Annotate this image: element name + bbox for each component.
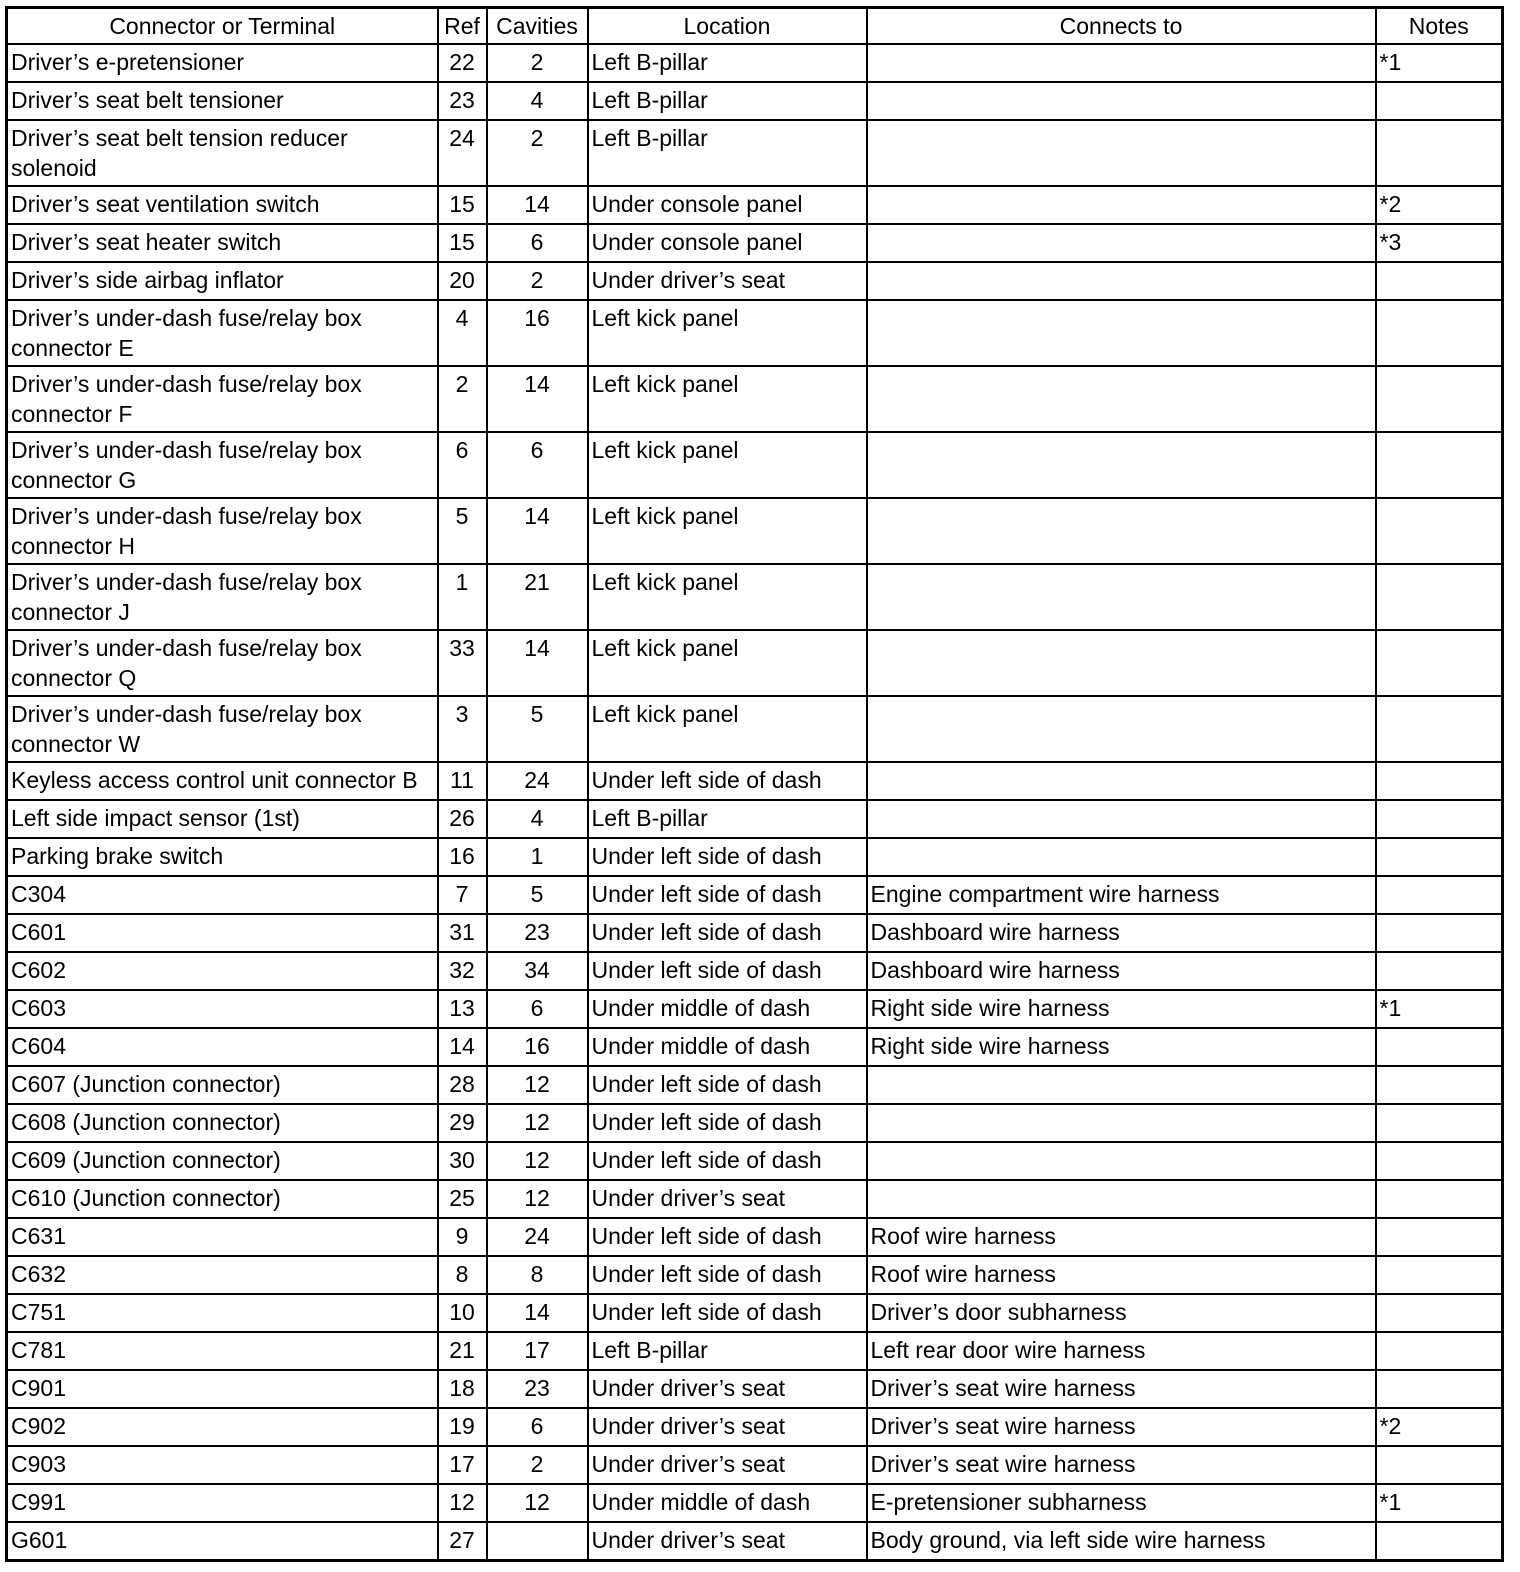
table-row [7,432,1503,498]
cell-ref: 19 [438,1408,487,1446]
cell-connects-to: Right side wire harness [867,1028,1376,1066]
cell-notes [1376,1104,1503,1142]
cell-notes [1376,262,1503,300]
cell-notes [1376,1446,1503,1484]
cell-connects-to [867,262,1376,300]
cell-location: Left B-pillar [588,1332,867,1370]
cell-connector: C902 [7,1408,438,1446]
table-row [7,1408,1503,1446]
cell-notes: *1 [1376,44,1503,82]
cell-connects-to [867,1142,1376,1180]
cell-connector: G601 [7,1522,438,1561]
cell-connects-to: E-pretensioner subharness [867,1484,1376,1522]
table-row [7,498,1503,564]
table-row [7,914,1503,952]
table-row [7,224,1503,262]
cell-notes [1376,1294,1503,1332]
cell-connector: Driver’s under-dash fuse/relay box connector Q [7,630,438,696]
cell-cavities: 23 [487,914,588,952]
cell-connects-to: Driver’s seat wire harness [867,1370,1376,1408]
connector-table [5,6,1504,1562]
cell-cavities: 5 [487,876,588,914]
table-row [7,1104,1503,1142]
cell-location: Left B-pillar [588,44,867,82]
cell-connector: Left side impact sensor (1st) [7,800,438,838]
cell-connector: Driver’s under-dash fuse/relay box connector J [7,564,438,630]
cell-connector: C609 (Junction connector) [7,1142,438,1180]
cell-connects-to [867,800,1376,838]
header-notes: Notes [1376,8,1503,45]
cell-cavities: 14 [487,630,588,696]
cell-notes [1376,952,1503,990]
table-row [7,990,1503,1028]
cell-ref: 4 [438,300,487,366]
cell-location: Under driver’s seat [588,1408,867,1446]
cell-connects-to: Left rear door wire harness [867,1332,1376,1370]
cell-ref: 24 [438,120,487,186]
header-location: Location [588,8,867,45]
cell-ref: 14 [438,1028,487,1066]
cell-cavities: 6 [487,224,588,262]
cell-connects-to: Roof wire harness [867,1256,1376,1294]
cell-ref: 13 [438,990,487,1028]
cell-connects-to [867,1180,1376,1218]
cell-notes [1376,432,1503,498]
cell-cavities: 14 [487,186,588,224]
table-row [7,44,1503,82]
cell-location: Under left side of dash [588,876,867,914]
cell-ref: 10 [438,1294,487,1332]
table-row [7,1028,1503,1066]
cell-location: Left B-pillar [588,82,867,120]
table-row [7,1332,1503,1370]
table-row [7,120,1503,186]
cell-connector: C901 [7,1370,438,1408]
cell-ref: 9 [438,1218,487,1256]
cell-connector: Driver’s under-dash fuse/relay box connector F [7,366,438,432]
cell-cavities: 6 [487,990,588,1028]
cell-notes [1376,1180,1503,1218]
cell-cavities: 12 [487,1104,588,1142]
cell-location: Under driver’s seat [588,1370,867,1408]
table-row [7,366,1503,432]
cell-connects-to [867,762,1376,800]
cell-ref: 15 [438,186,487,224]
cell-connector: Driver’s seat belt tensioner [7,82,438,120]
cell-connector: C991 [7,1484,438,1522]
cell-notes [1376,800,1503,838]
cell-ref: 11 [438,762,487,800]
cell-location: Left kick panel [588,498,867,564]
cell-ref: 1 [438,564,487,630]
cell-location: Under console panel [588,224,867,262]
cell-notes [1376,1332,1503,1370]
cell-cavities: 14 [487,366,588,432]
table-row [7,952,1503,990]
cell-connector: C751 [7,1294,438,1332]
cell-notes [1376,82,1503,120]
cell-location: Under left side of dash [588,914,867,952]
cell-location: Under left side of dash [588,1066,867,1104]
cell-location: Under driver’s seat [588,1522,867,1561]
cell-cavities: 2 [487,262,588,300]
cell-connects-to: Body ground, via left side wire harness [867,1522,1376,1561]
cell-notes [1376,1370,1503,1408]
cell-connector: C304 [7,876,438,914]
table-row [7,1522,1503,1561]
cell-ref: 16 [438,838,487,876]
cell-connects-to [867,366,1376,432]
cell-location: Left kick panel [588,300,867,366]
cell-location: Under middle of dash [588,1028,867,1066]
cell-connector: Driver’s seat ventilation switch [7,186,438,224]
cell-notes [1376,1028,1503,1066]
cell-cavities: 12 [487,1484,588,1522]
cell-connects-to: Dashboard wire harness [867,952,1376,990]
cell-ref: 29 [438,1104,487,1142]
cell-connector: Driver’s seat heater switch [7,224,438,262]
table-row [7,876,1503,914]
cell-cavities: 12 [487,1180,588,1218]
cell-ref: 28 [438,1066,487,1104]
table-row [7,1256,1503,1294]
cell-cavities: 2 [487,1446,588,1484]
cell-location: Under middle of dash [588,990,867,1028]
table-row [7,262,1503,300]
table-row [7,82,1503,120]
cell-location: Under left side of dash [588,1256,867,1294]
cell-notes [1376,300,1503,366]
cell-connector: Driver’s e-pretensioner [7,44,438,82]
cell-connects-to [867,432,1376,498]
cell-notes: *2 [1376,1408,1503,1446]
table-row [7,630,1503,696]
cell-connector: Driver’s seat belt tension reducer solenoid [7,120,438,186]
cell-notes [1376,1066,1503,1104]
cell-cavities: 17 [487,1332,588,1370]
table-row [7,1180,1503,1218]
cell-connector: C603 [7,990,438,1028]
cell-notes [1376,630,1503,696]
cell-ref: 3 [438,696,487,762]
cell-connects-to [867,44,1376,82]
cell-notes: *2 [1376,186,1503,224]
cell-connects-to [867,120,1376,186]
table-row [7,1484,1503,1522]
cell-ref: 18 [438,1370,487,1408]
cell-connects-to: Driver’s door subharness [867,1294,1376,1332]
cell-connector: Driver’s under-dash fuse/relay box connector E [7,300,438,366]
cell-location: Under left side of dash [588,838,867,876]
cell-ref: 33 [438,630,487,696]
cell-location: Left B-pillar [588,800,867,838]
cell-notes: *1 [1376,1484,1503,1522]
cell-cavities: 34 [487,952,588,990]
cell-cavities: 1 [487,838,588,876]
table-row [7,762,1503,800]
cell-connects-to [867,498,1376,564]
cell-ref: 30 [438,1142,487,1180]
header-row [7,8,1503,45]
cell-connects-to [867,564,1376,630]
cell-connector: C781 [7,1332,438,1370]
cell-cavities: 6 [487,432,588,498]
cell-location: Under driver’s seat [588,1180,867,1218]
cell-location: Under left side of dash [588,762,867,800]
cell-cavities: 12 [487,1142,588,1180]
cell-notes [1376,838,1503,876]
cell-ref: 17 [438,1446,487,1484]
cell-notes [1376,876,1503,914]
table-row [7,1066,1503,1104]
table-row [7,696,1503,762]
cell-connector: Driver’s under-dash fuse/relay box connector W [7,696,438,762]
cell-ref: 6 [438,432,487,498]
header-connects-to: Connects to [867,8,1376,45]
cell-ref: 23 [438,82,487,120]
cell-location: Left kick panel [588,696,867,762]
cell-connects-to [867,186,1376,224]
cell-connector: C903 [7,1446,438,1484]
table-row [7,186,1503,224]
cell-connector: C604 [7,1028,438,1066]
cell-connector: C607 (Junction connector) [7,1066,438,1104]
table-row [7,1370,1503,1408]
cell-notes [1376,914,1503,952]
cell-cavities: 2 [487,44,588,82]
cell-notes [1376,762,1503,800]
cell-connects-to: Driver’s seat wire harness [867,1408,1376,1446]
table-row [7,800,1503,838]
cell-cavities: 14 [487,498,588,564]
cell-cavities: 21 [487,564,588,630]
cell-ref: 7 [438,876,487,914]
cell-connector: Driver’s side airbag inflator [7,262,438,300]
cell-cavities: 2 [487,120,588,186]
cell-notes: *1 [1376,990,1503,1028]
cell-notes: *3 [1376,224,1503,262]
cell-ref: 31 [438,914,487,952]
cell-ref: 26 [438,800,487,838]
cell-location: Under left side of dash [588,952,867,990]
table-row [7,1294,1503,1332]
cell-cavities: 4 [487,800,588,838]
cell-notes [1376,366,1503,432]
cell-connects-to [867,300,1376,366]
cell-notes [1376,1218,1503,1256]
cell-ref: 2 [438,366,487,432]
cell-ref: 8 [438,1256,487,1294]
table-row [7,300,1503,366]
cell-notes [1376,1522,1503,1561]
cell-connects-to: Driver’s seat wire harness [867,1446,1376,1484]
cell-location: Under left side of dash [588,1142,867,1180]
cell-connects-to [867,630,1376,696]
cell-cavities: 16 [487,300,588,366]
cell-cavities: 24 [487,762,588,800]
cell-connects-to [867,224,1376,262]
cell-cavities [487,1522,588,1561]
cell-ref: 21 [438,1332,487,1370]
table-row [7,1142,1503,1180]
cell-location: Under left side of dash [588,1104,867,1142]
cell-cavities: 5 [487,696,588,762]
cell-ref: 15 [438,224,487,262]
cell-connector: Driver’s under-dash fuse/relay box connector H [7,498,438,564]
cell-ref: 12 [438,1484,487,1522]
header-ref: Ref [438,8,487,45]
cell-notes [1376,1256,1503,1294]
cell-location: Under driver’s seat [588,1446,867,1484]
cell-connector: C610 (Junction connector) [7,1180,438,1218]
cell-location: Under left side of dash [588,1294,867,1332]
cell-location: Under left side of dash [588,1218,867,1256]
cell-location: Under driver’s seat [588,262,867,300]
cell-ref: 25 [438,1180,487,1218]
table-row [7,838,1503,876]
cell-cavities: 23 [487,1370,588,1408]
cell-connects-to: Engine compartment wire harness [867,876,1376,914]
cell-connects-to: Right side wire harness [867,990,1376,1028]
cell-location: Left kick panel [588,564,867,630]
header-connector: Connector or Terminal [7,8,438,45]
cell-location: Under middle of dash [588,1484,867,1522]
table-row [7,1218,1503,1256]
cell-notes [1376,564,1503,630]
cell-location: Under console panel [588,186,867,224]
cell-connector: Driver’s under-dash fuse/relay box connector G [7,432,438,498]
cell-ref: 20 [438,262,487,300]
cell-ref: 27 [438,1522,487,1561]
cell-connector: C608 (Junction connector) [7,1104,438,1142]
table-row [7,564,1503,630]
cell-connector: Keyless access control unit connector B [7,762,438,800]
cell-cavities: 8 [487,1256,588,1294]
cell-notes [1376,1142,1503,1180]
cell-notes [1376,498,1503,564]
cell-connector: C601 [7,914,438,952]
table-row [7,1446,1503,1484]
cell-connects-to: Dashboard wire harness [867,914,1376,952]
cell-ref: 5 [438,498,487,564]
cell-notes [1376,696,1503,762]
cell-cavities: 4 [487,82,588,120]
cell-location: Left B-pillar [588,120,867,186]
cell-cavities: 16 [487,1028,588,1066]
cell-location: Left kick panel [588,432,867,498]
cell-connects-to: Roof wire harness [867,1218,1376,1256]
cell-connector: C602 [7,952,438,990]
cell-cavities: 6 [487,1408,588,1446]
cell-cavities: 14 [487,1294,588,1332]
cell-location: Left kick panel [588,366,867,432]
cell-connector: Parking brake switch [7,838,438,876]
cell-ref: 32 [438,952,487,990]
cell-connector: C632 [7,1256,438,1294]
cell-notes [1376,120,1503,186]
cell-connects-to [867,82,1376,120]
cell-connects-to [867,1066,1376,1104]
cell-connects-to [867,1104,1376,1142]
cell-ref: 22 [438,44,487,82]
cell-connects-to [867,696,1376,762]
cell-connects-to [867,838,1376,876]
cell-cavities: 24 [487,1218,588,1256]
cell-connector: C631 [7,1218,438,1256]
header-cavities: Cavities [487,8,588,45]
cell-location: Left kick panel [588,630,867,696]
cell-cavities: 12 [487,1066,588,1104]
